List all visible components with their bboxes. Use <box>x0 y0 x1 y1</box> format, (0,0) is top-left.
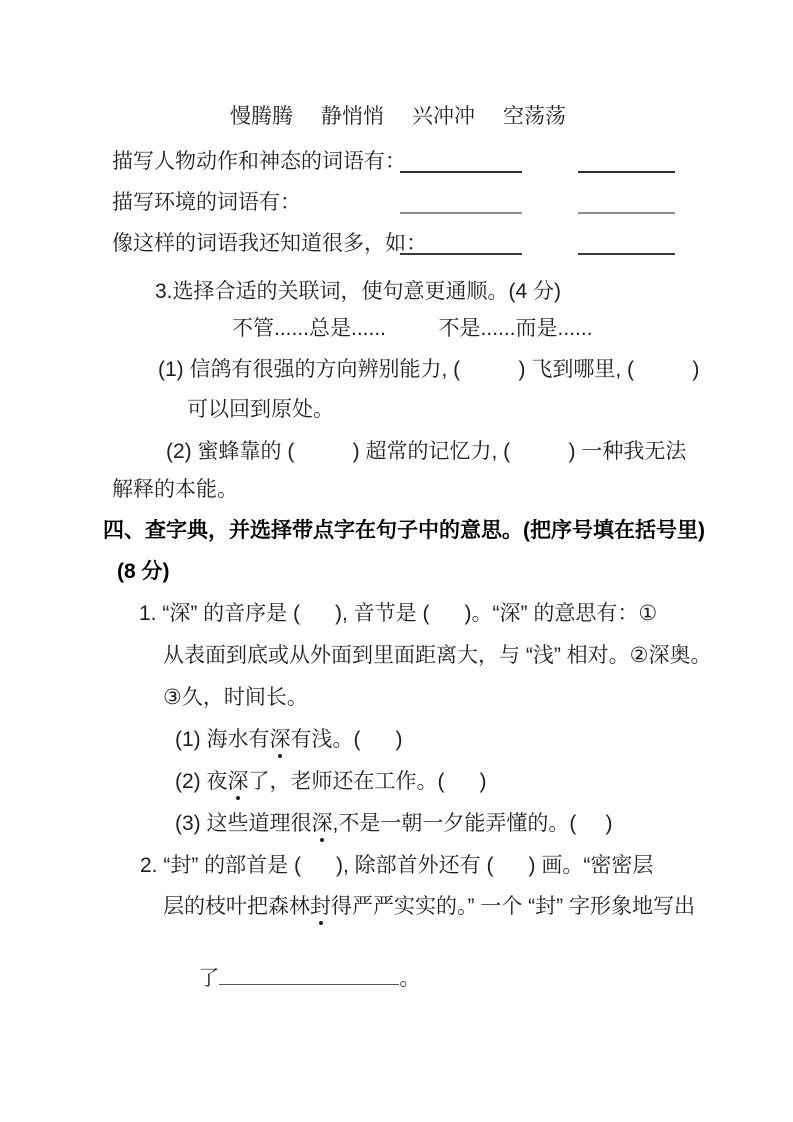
section4-score: (8 分) <box>117 560 170 583</box>
answer-blank[interactable] <box>578 149 675 173</box>
fill-row-actions <box>0 149 793 175</box>
q1-item-2: (2) 夜深了，老师还在工作。( ) <box>175 770 487 793</box>
q1-stem-line3: ③久，时间长。 <box>163 686 308 709</box>
word-bank-item: 静悄悄 <box>321 105 384 128</box>
answer-blank[interactable] <box>400 149 522 173</box>
q3-item1-line1: (1) 信鸽有很强的方向辨别能力, ( ) 飞到哪里, ( ) <box>158 358 700 381</box>
q1-stem-line2: 从表面到底或从外面到里面距离大，与 “浅” 相对。②深奥。 <box>163 644 712 667</box>
word-bank-item: 空荡荡 <box>503 105 566 128</box>
word-bank <box>230 104 566 130</box>
q3-conjunction-options: 不管......总是...... 不是......而是...... <box>232 317 593 340</box>
q2-stem-line1: 2. “封” 的部首是 ( ), 除部首外还有 ( ) 画。“密密层 <box>140 854 654 877</box>
fill-row-more-words <box>0 231 793 257</box>
answer-blank[interactable] <box>578 190 675 214</box>
word-bank-item: 兴冲冲 <box>412 105 475 128</box>
q3-title: 3.选择合适的关联词，使句意更通顺。(4 分) <box>155 280 562 303</box>
answer-blank[interactable] <box>578 231 675 255</box>
q3-item1-line2: 可以回到原处。 <box>187 398 334 421</box>
fill-row-label: 描写人物动作和神态的词语有： <box>112 150 406 173</box>
q2-tail-prefix: 了 <box>198 967 220 990</box>
q1-item-1: (1) 海水有深有浅。( ) <box>175 728 403 751</box>
word-bank-item: 慢腾腾 <box>230 105 293 128</box>
q2-tail-line <box>175 940 420 1018</box>
q2-tail-suffix: 。 <box>399 967 421 990</box>
fill-row-label: 描写环境的词语有： <box>112 191 301 214</box>
section4-heading: 四、查字典，并选择带点字在句子中的意思。(把序号填在括号里) <box>103 519 705 542</box>
answer-blank[interactable] <box>400 231 522 255</box>
q1-stem-line1: 1. “深” 的音序是 ( ), 音节是 ( )。“深” 的意思有：① <box>139 602 658 625</box>
q2-stem-line2: 层的枝叶把森林封得严严实实的。” 一个 “封” 字形象地写出 <box>163 895 695 918</box>
fill-row-label: 像这样的词语我还知道很多，如： <box>112 232 427 255</box>
answer-blank[interactable] <box>219 966 399 985</box>
fill-row-environment <box>0 190 793 216</box>
answer-blank[interactable] <box>400 190 522 214</box>
q3-item2-line2: 解释的本能。 <box>112 478 238 501</box>
q3-item2-line1: (2) 蜜蜂靠的 ( ) 超常的记忆力, ( ) 一种我无法 <box>166 440 687 463</box>
q1-item-3: (3) 这些道理很深,不是一朝一夕能弄懂的。( ) <box>175 812 613 835</box>
